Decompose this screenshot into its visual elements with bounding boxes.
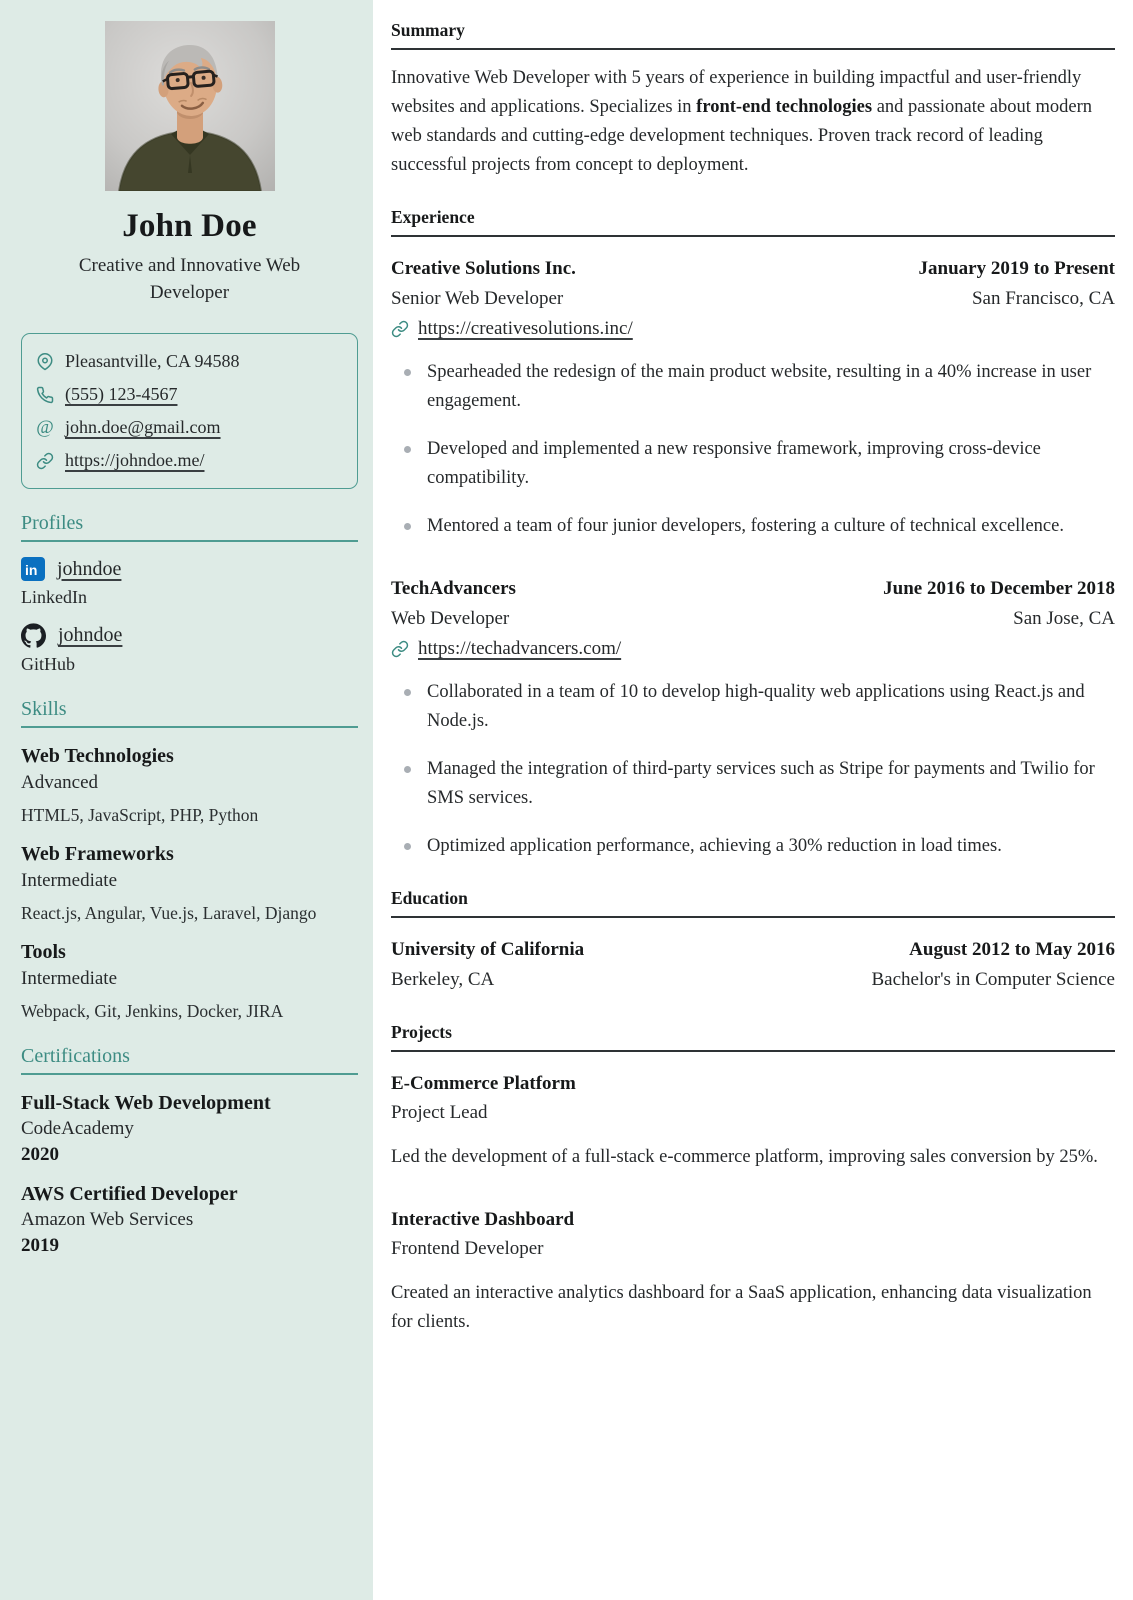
education-dates: August 2012 to May 2016 — [909, 939, 1115, 960]
experience-dates: June 2016 to December 2018 — [883, 578, 1115, 599]
experience-title: Experience — [391, 207, 1115, 237]
summary-paragraph — [391, 64, 1115, 180]
contact-phone-link[interactable]: (555) 123-4567 — [65, 384, 178, 404]
experience-role: Web Developer — [391, 608, 510, 629]
email-at-icon: @ — [36, 416, 54, 438]
education-location: Berkeley, CA — [391, 969, 495, 990]
skill-name: Tools — [21, 941, 66, 963]
location-pin-icon — [36, 353, 54, 371]
certifications-section-title: Certifications — [21, 1045, 358, 1075]
certification-name: Full-Stack Web Development — [21, 1092, 271, 1114]
summary-title: Summary — [391, 20, 1115, 50]
linkedin-username-link[interactable]: johndoe — [57, 557, 122, 580]
skill-name: Web Technologies — [21, 745, 174, 767]
link-icon — [391, 320, 409, 338]
experience-role: Senior Web Developer — [391, 288, 564, 309]
education-section — [391, 888, 1115, 995]
experience-bullets — [391, 678, 1115, 861]
linkedin-network-label: LinkedIn — [21, 587, 87, 607]
profile-item-github — [21, 623, 358, 675]
summary-text-bold: front-end technologies — [696, 97, 873, 117]
skill-keywords: React.js, Angular, Vue.js, Laravel, Django — [21, 903, 317, 923]
experience-location: San Jose, CA — [1013, 608, 1115, 629]
skill-item — [21, 745, 358, 826]
project-description: Created an interactive analytics dashboard for a SaaS application, enhancing data visualization for clients. — [391, 1283, 1092, 1332]
contact-email-link[interactable]: john.doe@gmail.com — [65, 417, 221, 437]
project-name: E-Commerce Platform — [391, 1073, 576, 1094]
contact-email-row — [36, 417, 343, 438]
link-icon — [391, 640, 409, 658]
certification-year: 2019 — [21, 1235, 59, 1256]
skill-level: Intermediate — [21, 968, 118, 989]
project-role: Frontend Developer — [391, 1238, 544, 1259]
bullet-text: Managed the integration of third-party services such as Stripe for payments and Twilio for SMS services. — [427, 759, 1095, 808]
project-item — [391, 1205, 1115, 1337]
contact-website-row — [36, 450, 343, 471]
contact-location: Pleasantville, CA 94588 — [65, 351, 240, 371]
education-entry — [391, 935, 1115, 995]
certification-item — [21, 1183, 358, 1257]
certification-year: 2020 — [21, 1144, 59, 1165]
bullet-item — [391, 435, 1115, 493]
project-role: Project Lead — [391, 1102, 488, 1123]
contact-card — [21, 333, 358, 489]
skill-level: Advanced — [21, 772, 99, 793]
project-item — [391, 1069, 1115, 1172]
profile-item-linkedin — [21, 557, 358, 608]
projects-section — [391, 1022, 1115, 1337]
education-degree: Bachelor's in Computer Science — [871, 969, 1115, 990]
main-content — [373, 0, 1133, 1600]
project-name: Interactive Dashboard — [391, 1209, 575, 1230]
profiles-section-title: Profiles — [21, 512, 358, 542]
bullet-text: Optimized application performance, achieving a 30% reduction in load times. — [427, 836, 1002, 856]
education-title: Education — [391, 888, 1115, 918]
experience-link-row — [391, 318, 1115, 340]
certification-issuer: CodeAcademy — [21, 1118, 134, 1139]
experience-dates: January 2019 to Present — [918, 258, 1115, 279]
skill-keywords: Webpack, Git, Jenkins, Docker, JIRA — [21, 1001, 284, 1021]
contact-phone-row — [36, 384, 343, 405]
profile-photo-illustration — [105, 21, 275, 191]
contact-location-row — [36, 351, 343, 372]
skill-level: Intermediate — [21, 870, 118, 891]
candidate-headline: Creative and Innovative Web Developer — [78, 255, 301, 303]
experience-company-url[interactable]: https://techadvancers.com/ — [418, 638, 622, 659]
project-description: Led the development of a full-stack e-commerce platform, improving sales conversion by 25%. — [391, 1147, 1098, 1167]
skills-section-title: Skills — [21, 698, 358, 728]
experience-link-row — [391, 638, 1115, 660]
bullet-text: Spearheaded the redesign of the main product website, resulting in a 40% increase in user engagement. — [427, 362, 1092, 411]
experience-company: Creative Solutions Inc. — [391, 258, 576, 279]
bullet-text: Mentored a team of four junior developers, fostering a culture of technical excellence. — [427, 516, 1064, 536]
certification-name: AWS Certified Developer — [21, 1183, 238, 1205]
experience-company-url[interactable]: https://creativesolutions.inc/ — [418, 318, 633, 339]
education-school: University of California — [391, 939, 585, 960]
experience-company: TechAdvancers — [391, 578, 516, 599]
github-network-label: GitHub — [21, 654, 75, 674]
certification-item — [21, 1092, 358, 1166]
summary-text-1: Innovative Web Developer with 5 years of experience in building impactful and user-friendly websites and applications. Specializes in — [391, 68, 1082, 117]
link-icon — [36, 452, 54, 470]
bullet-text: Developed and implemented a new responsive framework, improving cross-device compatibility. — [427, 439, 1041, 488]
github-username-link[interactable]: johndoe — [58, 624, 123, 646]
contact-website-link[interactable]: https://johndoe.me/ — [65, 450, 205, 470]
summary-section — [391, 20, 1115, 180]
linkedin-icon — [21, 557, 45, 581]
phone-icon — [36, 386, 54, 404]
bullet-item — [391, 678, 1115, 736]
bullet-item — [391, 358, 1115, 416]
skill-item — [21, 843, 358, 924]
bullet-item — [391, 512, 1115, 541]
bullet-item — [391, 832, 1115, 861]
bullet-item — [391, 755, 1115, 813]
experience-section — [391, 207, 1115, 861]
github-icon — [21, 623, 46, 648]
experience-entry — [391, 574, 1115, 861]
experience-bullets — [391, 358, 1115, 541]
bullet-text: Collaborated in a team of 10 to develop high-quality web applications using React.js and Node.js. — [427, 682, 1085, 731]
summary-text-2: and passionate about modern web standards and cutting-edge development techniques. Proven track record of leading successful projects from concept to deployment. — [391, 97, 1092, 175]
profile-photo — [105, 21, 275, 191]
skill-item — [21, 941, 358, 1022]
sidebar — [0, 0, 373, 1600]
certification-issuer: Amazon Web Services — [21, 1209, 194, 1230]
svg-text:in: in — [25, 562, 38, 578]
skill-keywords: HTML5, JavaScript, PHP, Python — [21, 805, 259, 825]
candidate-name: John Doe — [122, 208, 257, 244]
experience-location: San Francisco, CA — [971, 288, 1115, 309]
skill-name: Web Frameworks — [21, 843, 174, 865]
experience-entry — [391, 254, 1115, 541]
projects-title: Projects — [391, 1022, 1115, 1052]
